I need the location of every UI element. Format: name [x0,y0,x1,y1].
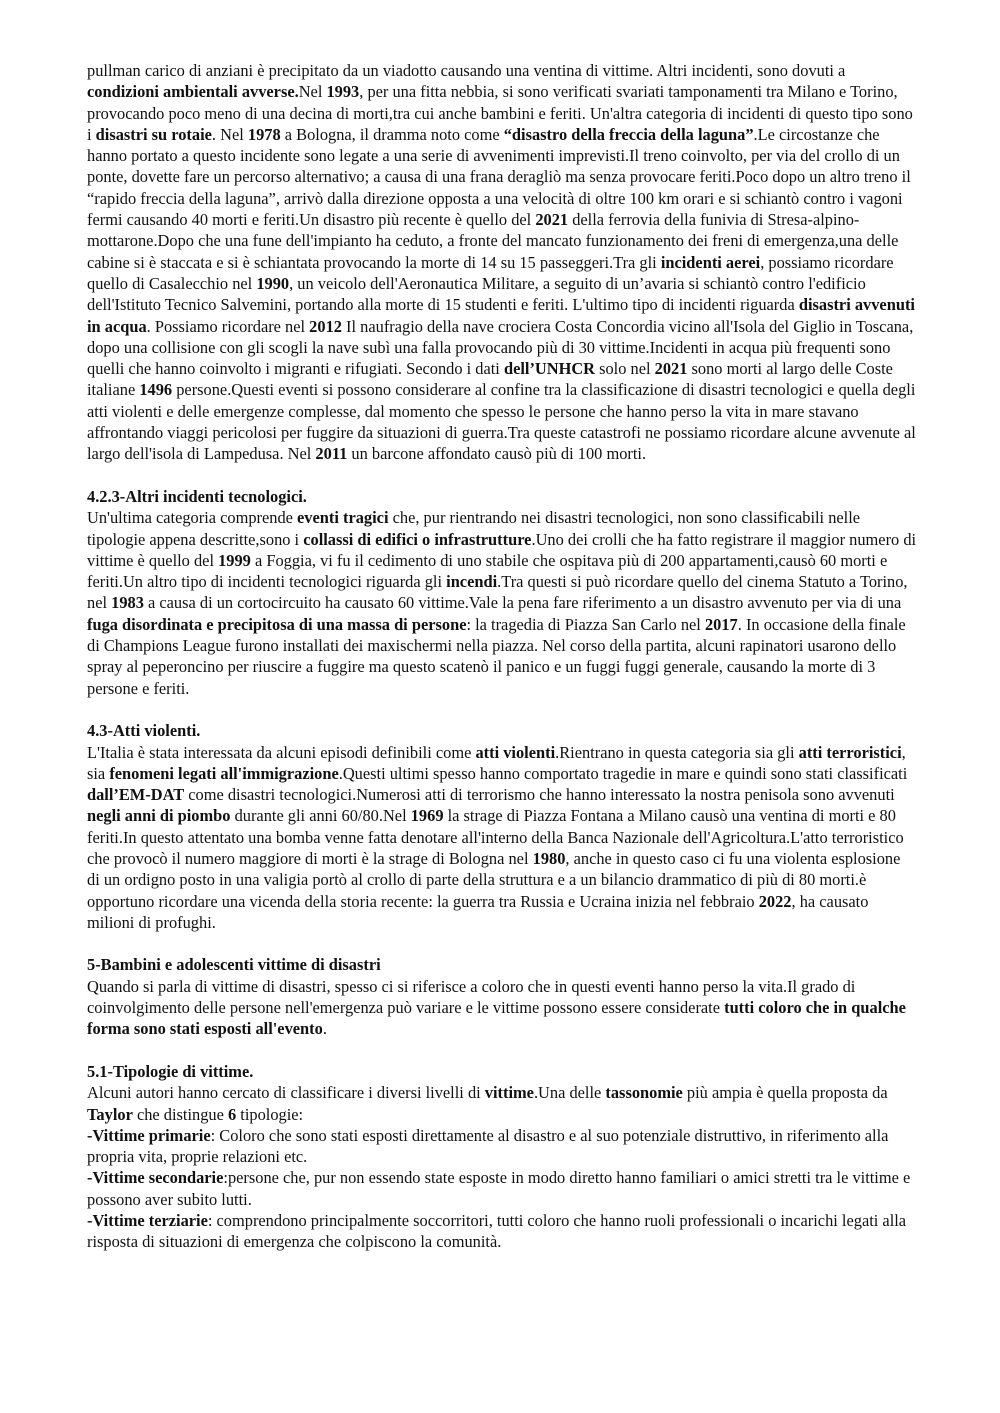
text-run: , possiamo ricordare quello di Casalecchio nel [87,252,894,293]
bold-text: incidenti aerei [660,252,761,272]
bold-text: 1999 [218,550,251,570]
text-run: L'Italia è stata interessata da alcuni episodi definibili come [87,742,476,762]
text-run: :persone che, pur non essendo state esposte in modo diretto hanno familiari o amici stretti tra le vittime e possono aver subito lutti. [87,1168,911,1209]
text-run: . Nel [211,124,248,144]
bold-text: disastri avvenuti in acqua [87,295,915,336]
text-run: .Tra questi si può ricordare quello del cinema Statuto a Torino, nel [87,572,908,613]
bold-text: 2017 [704,614,738,634]
text-run: .Questi ultimi spesso hanno comportato tragedie in mare e quindi sono stati classificati [338,763,908,783]
paragraph [87,742,917,934]
text-run: , anche in questo caso ci fu una violenta esplosione di un ordigno posto in una valigia portò al crollo di parte della struttura e a un bilancio drammatico di più di 80 morti.è opportuno ricordare una vicenda della storia recente: la guerra tra Russia e Ucraina inizia nel febbraio [87,848,901,911]
bold-text: collassi di edifici o infrastrutture [303,529,532,549]
bold-text: negli anni di piombo [87,806,231,826]
text-run: come disastri tecnologici.Numerosi atti di terrorismo che hanno interessato la nostra penisola sono avvenuti [184,785,895,805]
text-run: che, pur rientrando nei disastri tecnologici, non sono classificabili nelle tipologie appena descritte,sono i [87,508,861,549]
bold-text: 2021 [535,210,569,230]
text-run: , per una fitta nebbia, si sono verificati svariati tamponamenti tra Milano e Torino, provocando poco meno di una decina di morti,tra cui anche bambini e feriti. Un'altra categoria di incidenti di questo tipo sono i [87,82,913,144]
text-run: .Le circostanze che hanno portato a questo incidente sono legate a una serie di avvenimenti imprevisti.Il treno coinvolto, per via del crollo di un ponte, dovette fare un percorso alternativo; a causa di una frana deragliò ma senza provocare feriti.Poco dopo un altro treno il “rapido freccia della laguna”, arrivò dalla direzione opposta a una velocità di oltre 100 km orari e si schiantò contro i vagoni fermi causando 40 morti e feriti.Un disastro più recente è quello del [87,124,911,230]
bold-text: 2011 [315,444,348,464]
bold-text: 2012 [309,316,342,336]
bold-text: incendi [446,572,498,592]
text-run: pullman carico di anziani è precipitato da un viadotto causando una ventina di vittime. Altri incidenti, sono dovuti a [87,61,846,80]
bold-text: dell’UNHCR [503,359,596,379]
bold-text: disastri su rotaie [95,124,212,144]
bold-text: -Vittime primarie [87,1125,211,1145]
bold-text: fenomeni legati all'immigrazione [109,763,339,783]
paragraph-gap [87,1040,917,1061]
bold-text: 6 [227,1104,237,1124]
text-run: . In occasione della finale di Champions League furono installati dei maxischermi nella piazza. Nel corso della partita, alcuni rapinatori usarono dello spray al peperoncino per riuscire a fuggire ma questo scatenò il panico e un fuggi fuggi generale, causando la morte di 3 persone e feriti. [87,614,906,698]
section-heading: 4.3-Atti violenti. [87,721,201,741]
text-run: tipologie: [236,1104,304,1124]
text-run: : la tragedia di Piazza San Carlo nel [466,614,705,634]
bold-text: fuga disordinata e precipitosa di una massa di persone [87,614,467,634]
paragraph [87,1167,917,1210]
bold-text: 1969 [410,806,444,826]
bold-text: vittime [484,1083,534,1103]
paragraph [87,1125,917,1168]
paragraph [87,976,917,1040]
section-heading: 5.1-Tipologie di vittime. [87,1061,254,1081]
paragraph [87,507,917,699]
text-run: la strage di Piazza Fontana a Milano causò una ventina di morti e 80 feriti.In questo attentato una bomba venne fatta denotare all'interno della Banca Nazionale dell'Agricoltura.L'atto terroristico che provocò il numero maggiore di morti è la strage di Bologna nel [87,806,904,868]
bold-text: “disastro della freccia della laguna” [503,124,754,144]
paragraph-gap [87,933,917,954]
bold-text: tutti coloro che in qualche forma sono stati esposti all'evento [87,998,906,1039]
text-run: persone.Questi eventi si possono considerare al confine tra la classificazione di disastri tecnologici e quella degli atti violenti e delle emergenze complesse, dal momento che spesso le persone che hanno perso la vita in mare stavano affrontando viaggi pericolosi per fuggire da situazioni di guerra.Tra queste catastrofi ne possiamo ricordare alcune avvenute al largo dell'isola di Lampedusa. Nel [87,380,916,464]
paragraph-gap [87,465,917,486]
bold-text: -Vittime secondarie [87,1168,224,1188]
text-run: Un'ultima categoria comprende [87,508,298,528]
text-run: a causa di un cortocircuito ha causato 60 vittime.Vale la pena fare riferimento a un disastro avvenuto per via di una [143,593,902,613]
text-run: .Rientrano in questa categoria sia gli [555,742,799,762]
text-run: .Una delle [533,1083,606,1103]
text-run: a Foggia, vi fu il cedimento di uno stabile che ospitava più di 200 appartamenti,causò 60 morti e feriti.Un altro tipo di incidenti tecnologici riguarda gli [87,550,888,592]
bold-text: 1496 [139,380,173,400]
paragraph-gap [87,699,917,720]
text-run: che distingue [132,1104,228,1124]
document-page [87,60,917,1253]
text-run: : comprendono principalmente soccorritori, tutti coloro che hanno ruoli professionali o incarichi legati alla risposta di situazioni di emergenza che colpiscono la comunità. [87,1211,907,1252]
bold-text: 1990 [256,273,290,293]
bold-text: 2021 [654,359,688,379]
section-heading: 4.2.3-Altri incidenti tecnologici. [87,486,307,506]
bold-text: 1983 [111,593,144,613]
text-run: più ampia è quella proposta da [682,1083,888,1103]
paragraph [87,60,917,465]
text-run: della ferrovia della funivia di Stresa-alpino-mottarone.Dopo che una fune dell'impianto ha ceduto, a fronte del mancato funzionamento dei freni di emergenza,una delle cabine si è staccata e si è schiantata provocando la morte di 14 su 15 passeggeri.Tra gli [87,210,899,272]
bold-text: atti terroristici [798,742,902,762]
text-run: , sia [87,742,906,783]
text-run: Alcuni autori hanno cercato di classificare i diversi livelli di [87,1083,485,1103]
paragraph [87,1210,917,1253]
bold-text: 1993 [326,82,360,102]
bold-text: atti violenti [475,742,556,762]
text-run: , un veicolo dell'Aeronautica Militare, a seguito di un’avaria si schiantò contro l'edificio dell'Istituto Tecnico Salvemini, portando alla morte di 15 studenti e feriti. L'ultimo tipo di incidenti riguarda [87,273,866,315]
bold-text: tassonomie [605,1083,683,1103]
text-run: .Uno dei crolli che ha fatto registrare il maggior numero di vittime è quello del [87,529,917,570]
bold-text: 1980 [532,848,566,868]
text-run: Nel [298,82,327,102]
text-run: un barcone affondato causò più di 100 morti. [347,444,647,464]
text-run: solo nel [595,359,655,379]
bold-text: Taylor [87,1104,133,1124]
section-heading: 5-Bambini e adolescenti vittime di disastri [87,955,381,975]
text-run: a Bologna, il dramma noto come [280,124,504,144]
text-run: durante gli anni 60/80.Nel [230,806,411,826]
text-run: . [322,1019,327,1039]
bold-text: 1978 [247,124,281,144]
text-run: : Coloro che sono stati esposti direttamente al disastro e al suo potenziale distruttivo, in riferimento alla propria vita, proprie relazioni etc. [87,1125,889,1167]
bold-text: eventi tragici [297,508,389,528]
bold-text: -Vittime terziarie [87,1211,208,1231]
text-run: sono morti al largo delle Coste italiane [87,359,893,400]
bold-text: dall’EM-DAT [87,785,185,805]
bold-text: 2022 [758,891,792,911]
text-run: , ha causato milioni di profughi. [87,891,869,932]
text-run: Quando si parla di vittime di disastri, spesso ci si riferisce a coloro che in questi eventi hanno perso la vita.Il grado di coinvolgimento delle persone nell'emergenza può variare e le vittime possono essere considerate [87,976,856,1018]
text-run: Il naufragio della nave crociera Costa Concordia vicino all'Isola del Giglio in Toscana, dopo una collisione con gli scogli la nave subì una falla provocando più di 30 vittime.Incidenti in acqua più frequenti sono quelli che hanno coinvolto i migranti e rifugiati. Secondo i dati [87,316,914,379]
bold-text: condizioni ambientali avverse. [87,82,299,102]
paragraph [87,1082,917,1125]
text-run: . Possiamo ricordare nel [146,316,310,336]
